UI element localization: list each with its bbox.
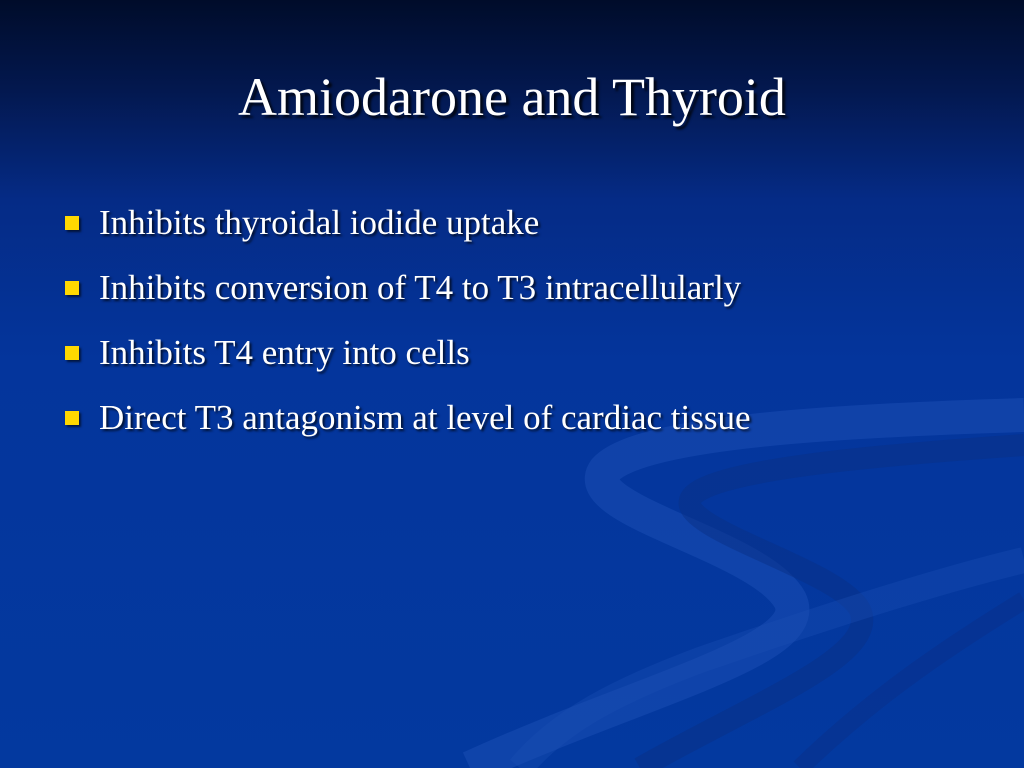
list-item <box>62 320 750 385</box>
square-bullet-icon <box>65 411 79 425</box>
bullet-text: Direct T3 antagonism at level of cardiac tissue <box>99 397 751 437</box>
square-bullet-icon <box>65 216 79 230</box>
bullet-text: Inhibits thyroidal iodide uptake <box>99 202 540 242</box>
slide-title: Amiodarone and Thyroid <box>238 67 786 127</box>
list-item <box>62 385 750 450</box>
list-item <box>62 255 750 320</box>
list-item <box>62 190 750 255</box>
bullet-text: Inhibits conversion of T4 to T3 intracellularly <box>99 267 742 307</box>
square-bullet-icon <box>65 346 79 360</box>
square-bullet-icon <box>65 281 79 295</box>
bullet-list <box>62 190 750 450</box>
bullet-text: Inhibits T4 entry into cells <box>99 332 470 372</box>
